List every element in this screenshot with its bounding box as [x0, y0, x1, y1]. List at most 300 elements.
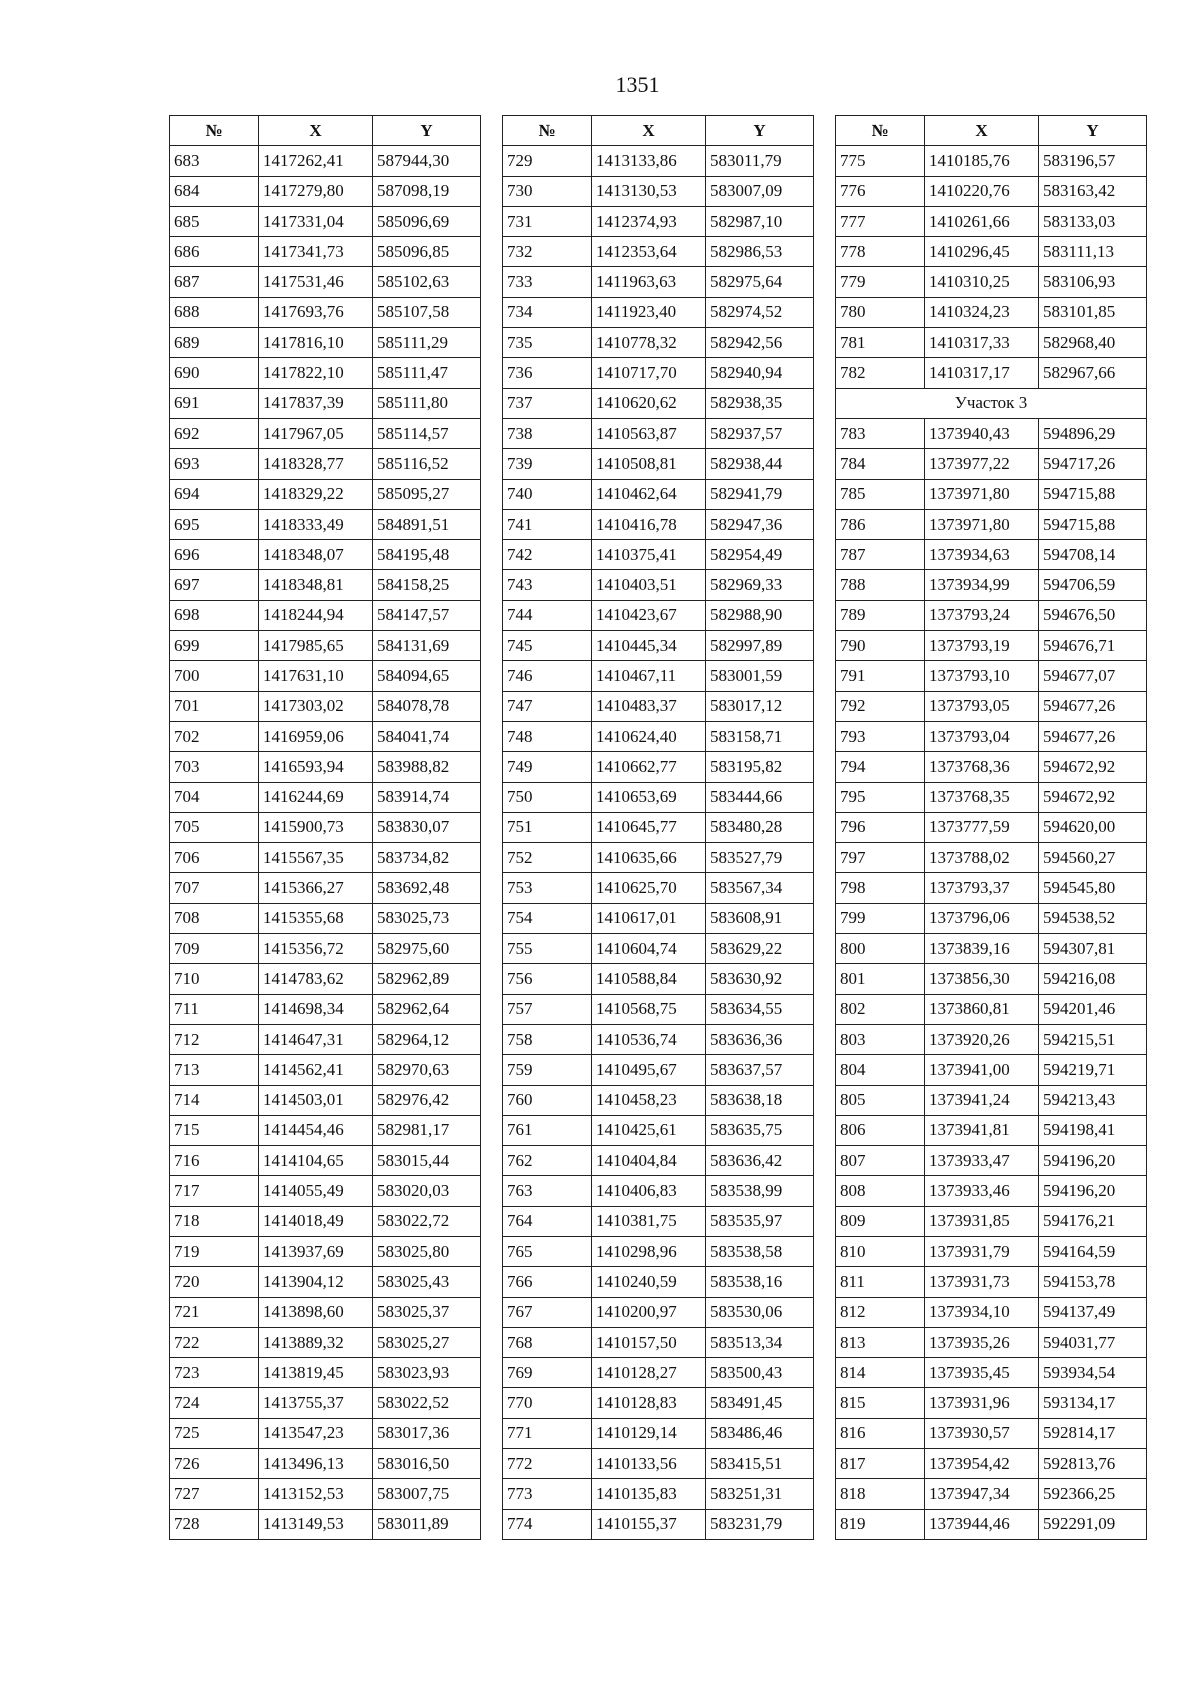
point-number: 785: [836, 479, 925, 509]
x-coordinate: 1373933,47: [925, 1146, 1039, 1176]
point-number: 773: [503, 1479, 592, 1509]
y-coordinate: 582938,35: [706, 388, 814, 418]
table-row: [503, 358, 814, 388]
x-coordinate: 1373941,24: [925, 1085, 1039, 1115]
point-number: 705: [170, 812, 259, 842]
table-row: [503, 661, 814, 691]
y-coordinate: 585116,52: [373, 449, 481, 479]
point-number: 691: [170, 388, 259, 418]
y-coordinate: 594620,00: [1039, 812, 1147, 842]
table-row: [503, 1297, 814, 1327]
table-row: [170, 1085, 481, 1115]
table-row: [836, 661, 1147, 691]
table-row: [836, 479, 1147, 509]
point-number: 742: [503, 540, 592, 570]
x-coordinate: 1410317,17: [925, 358, 1039, 388]
y-coordinate: 585096,85: [373, 237, 481, 267]
table-row: [836, 267, 1147, 297]
y-coordinate: 594896,29: [1039, 418, 1147, 448]
point-number: 724: [170, 1388, 259, 1418]
table-row: [836, 540, 1147, 570]
x-coordinate: 1410406,83: [592, 1176, 706, 1206]
table-row: [503, 843, 814, 873]
x-coordinate: 1410135,83: [592, 1479, 706, 1509]
x-coordinate: 1373935,26: [925, 1327, 1039, 1357]
y-coordinate: 582942,56: [706, 328, 814, 358]
y-coordinate: 582969,33: [706, 570, 814, 600]
point-number: 698: [170, 600, 259, 630]
header-y: Y: [706, 116, 814, 146]
y-coordinate: 583025,80: [373, 1236, 481, 1266]
x-coordinate: 1417631,10: [259, 661, 373, 691]
y-coordinate: 585111,80: [373, 388, 481, 418]
x-coordinate: 1413898,60: [259, 1297, 373, 1327]
x-coordinate: 1373941,81: [925, 1115, 1039, 1145]
y-coordinate: 583007,09: [706, 176, 814, 206]
table-row: [836, 721, 1147, 751]
point-number: 715: [170, 1115, 259, 1145]
y-coordinate: 583535,97: [706, 1206, 814, 1236]
x-coordinate: 1410508,81: [592, 449, 706, 479]
point-number: 683: [170, 146, 259, 176]
point-number: 757: [503, 994, 592, 1024]
point-number: 744: [503, 600, 592, 630]
table-row: [836, 1085, 1147, 1115]
x-coordinate: 1410317,33: [925, 328, 1039, 358]
point-number: 725: [170, 1418, 259, 1448]
point-number: 763: [503, 1176, 592, 1206]
x-coordinate: 1410404,84: [592, 1146, 706, 1176]
x-coordinate: 1373931,73: [925, 1267, 1039, 1297]
table-row: [170, 176, 481, 206]
table-row: [170, 1297, 481, 1327]
y-coordinate: 594677,26: [1039, 721, 1147, 751]
x-coordinate: 1418328,77: [259, 449, 373, 479]
y-coordinate: 582941,79: [706, 479, 814, 509]
y-coordinate: 594715,88: [1039, 509, 1147, 539]
point-number: 704: [170, 782, 259, 812]
point-number: 693: [170, 449, 259, 479]
x-coordinate: 1414698,34: [259, 994, 373, 1024]
table-row: [170, 1327, 481, 1357]
y-coordinate: 594215,51: [1039, 1024, 1147, 1054]
x-coordinate: 1373768,36: [925, 752, 1039, 782]
table-row: [170, 631, 481, 661]
point-number: 774: [503, 1509, 592, 1539]
table-row: [836, 1509, 1147, 1539]
point-number: 721: [170, 1297, 259, 1327]
x-coordinate: 1373856,30: [925, 964, 1039, 994]
table-row: [503, 964, 814, 994]
x-coordinate: 1415355,68: [259, 903, 373, 933]
table-row: [503, 1176, 814, 1206]
y-coordinate: 585111,47: [373, 358, 481, 388]
point-number: 753: [503, 873, 592, 903]
x-coordinate: 1417816,10: [259, 328, 373, 358]
y-coordinate: 582976,42: [373, 1085, 481, 1115]
table-row: [836, 782, 1147, 812]
point-number: 700: [170, 661, 259, 691]
point-number: 697: [170, 570, 259, 600]
point-number: 692: [170, 418, 259, 448]
x-coordinate: 1410296,45: [925, 237, 1039, 267]
x-coordinate: 1414503,01: [259, 1085, 373, 1115]
table-row: [170, 1146, 481, 1176]
table-row: [836, 449, 1147, 479]
table-row: [170, 1418, 481, 1448]
x-coordinate: 1373933,46: [925, 1176, 1039, 1206]
table-row: [836, 1358, 1147, 1388]
table-row: [170, 418, 481, 448]
point-number: 815: [836, 1388, 925, 1418]
y-coordinate: 583158,71: [706, 721, 814, 751]
y-coordinate: 583444,66: [706, 782, 814, 812]
y-coordinate: 583480,28: [706, 812, 814, 842]
table-row: [170, 479, 481, 509]
y-coordinate: 582970,63: [373, 1055, 481, 1085]
table-row: [503, 903, 814, 933]
y-coordinate: 583638,18: [706, 1085, 814, 1115]
y-coordinate: 582964,12: [373, 1024, 481, 1054]
point-number: 783: [836, 418, 925, 448]
point-number: 756: [503, 964, 592, 994]
point-number: 726: [170, 1449, 259, 1479]
y-coordinate: 594216,08: [1039, 964, 1147, 994]
point-number: 762: [503, 1146, 592, 1176]
x-coordinate: 1410445,34: [592, 631, 706, 661]
y-coordinate: 584158,25: [373, 570, 481, 600]
point-number: 810: [836, 1236, 925, 1266]
point-number: 805: [836, 1085, 925, 1115]
x-coordinate: 1416244,69: [259, 782, 373, 812]
y-coordinate: 583635,75: [706, 1115, 814, 1145]
table-row: [170, 752, 481, 782]
header-number: №: [170, 116, 259, 146]
y-coordinate: 583629,22: [706, 934, 814, 964]
x-coordinate: 1373793,05: [925, 691, 1039, 721]
y-coordinate: 585111,29: [373, 328, 481, 358]
y-coordinate: 583231,79: [706, 1509, 814, 1539]
x-coordinate: 1410240,59: [592, 1267, 706, 1297]
x-coordinate: 1417822,10: [259, 358, 373, 388]
table-row: [503, 237, 814, 267]
point-number: 750: [503, 782, 592, 812]
point-number: 718: [170, 1206, 259, 1236]
x-coordinate: 1373934,99: [925, 570, 1039, 600]
y-coordinate: 583196,57: [1039, 146, 1147, 176]
point-number: 811: [836, 1267, 925, 1297]
table-row: [170, 328, 481, 358]
header-x: X: [592, 116, 706, 146]
y-coordinate: 587944,30: [373, 146, 481, 176]
x-coordinate: 1416959,06: [259, 721, 373, 751]
point-number: 690: [170, 358, 259, 388]
point-number: 772: [503, 1449, 592, 1479]
table-row: [170, 994, 481, 1024]
y-coordinate: 583022,52: [373, 1388, 481, 1418]
x-coordinate: 1410778,32: [592, 328, 706, 358]
y-coordinate: 583017,12: [706, 691, 814, 721]
point-number: 736: [503, 358, 592, 388]
point-number: 806: [836, 1115, 925, 1145]
y-coordinate: 582967,66: [1039, 358, 1147, 388]
y-coordinate: 583101,85: [1039, 297, 1147, 327]
section-label: Участок 3: [836, 388, 1147, 418]
y-coordinate: 583634,55: [706, 994, 814, 1024]
point-number: 760: [503, 1085, 592, 1115]
header-x: X: [259, 116, 373, 146]
table-row: [170, 267, 481, 297]
table-row: [503, 570, 814, 600]
table-row: [170, 691, 481, 721]
point-number: 740: [503, 479, 592, 509]
point-number: 729: [503, 146, 592, 176]
y-coordinate: 583513,34: [706, 1327, 814, 1357]
table-row: [170, 1449, 481, 1479]
table-row: [170, 782, 481, 812]
table-row: [503, 994, 814, 1024]
x-coordinate: 1417837,39: [259, 388, 373, 418]
y-coordinate: 582997,89: [706, 631, 814, 661]
x-coordinate: 1410563,87: [592, 418, 706, 448]
y-coordinate: 583025,27: [373, 1327, 481, 1357]
x-coordinate: 1413889,32: [259, 1327, 373, 1357]
y-coordinate: 583636,36: [706, 1024, 814, 1054]
y-coordinate: 582974,52: [706, 297, 814, 327]
x-coordinate: 1413904,12: [259, 1267, 373, 1297]
y-coordinate: 594676,71: [1039, 631, 1147, 661]
table-row: [170, 1206, 481, 1236]
y-coordinate: 583914,74: [373, 782, 481, 812]
x-coordinate: 1410462,64: [592, 479, 706, 509]
x-coordinate: 1410157,50: [592, 1327, 706, 1357]
x-coordinate: 1418348,07: [259, 540, 373, 570]
table-row: [170, 509, 481, 539]
y-coordinate: 582975,64: [706, 267, 814, 297]
y-coordinate: 594196,20: [1039, 1176, 1147, 1206]
point-number: 789: [836, 600, 925, 630]
point-number: 738: [503, 418, 592, 448]
y-coordinate: 594545,80: [1039, 873, 1147, 903]
point-number: 716: [170, 1146, 259, 1176]
x-coordinate: 1410617,01: [592, 903, 706, 933]
table-row: [836, 752, 1147, 782]
table-row: [836, 1146, 1147, 1176]
point-number: 732: [503, 237, 592, 267]
header-number: №: [836, 116, 925, 146]
x-coordinate: 1414055,49: [259, 1176, 373, 1206]
table-row: [170, 1388, 481, 1418]
table-row: [170, 1509, 481, 1539]
point-number: 745: [503, 631, 592, 661]
coordinate-table-3: [835, 115, 1147, 1540]
table-row: [836, 1024, 1147, 1054]
x-coordinate: 1414783,62: [259, 964, 373, 994]
y-coordinate: 594213,43: [1039, 1085, 1147, 1115]
y-coordinate: 583106,93: [1039, 267, 1147, 297]
table-row: [836, 1267, 1147, 1297]
x-coordinate: 1410624,40: [592, 721, 706, 751]
point-number: 713: [170, 1055, 259, 1085]
y-coordinate: 582938,44: [706, 449, 814, 479]
point-number: 786: [836, 509, 925, 539]
point-number: 809: [836, 1206, 925, 1236]
point-number: 747: [503, 691, 592, 721]
table-row: [170, 1267, 481, 1297]
table-row: [503, 1479, 814, 1509]
x-coordinate: 1410423,67: [592, 600, 706, 630]
table-row: [836, 328, 1147, 358]
x-coordinate: 1413130,53: [592, 176, 706, 206]
point-number: 768: [503, 1327, 592, 1357]
section-row: [836, 388, 1147, 418]
y-coordinate: 583251,31: [706, 1479, 814, 1509]
y-coordinate: 583163,42: [1039, 176, 1147, 206]
table-row: [836, 1055, 1147, 1085]
table-row: [503, 873, 814, 903]
point-number: 722: [170, 1327, 259, 1357]
point-number: 727: [170, 1479, 259, 1509]
y-coordinate: 583567,34: [706, 873, 814, 903]
x-coordinate: 1410635,66: [592, 843, 706, 873]
point-number: 755: [503, 934, 592, 964]
x-coordinate: 1410604,74: [592, 934, 706, 964]
y-coordinate: 583630,92: [706, 964, 814, 994]
y-coordinate: 592813,76: [1039, 1449, 1147, 1479]
y-coordinate: 583637,57: [706, 1055, 814, 1085]
y-coordinate: 594677,26: [1039, 691, 1147, 721]
table-row: [503, 1236, 814, 1266]
coordinate-table-1: [169, 115, 481, 1540]
table-row: [503, 1509, 814, 1539]
y-coordinate: 582962,64: [373, 994, 481, 1024]
point-number: 765: [503, 1236, 592, 1266]
y-coordinate: 592291,09: [1039, 1509, 1147, 1539]
table-row: [170, 1055, 481, 1085]
x-coordinate: 1410129,14: [592, 1418, 706, 1448]
x-coordinate: 1413937,69: [259, 1236, 373, 1266]
x-coordinate: 1373860,81: [925, 994, 1039, 1024]
table-row: [836, 903, 1147, 933]
table-row: [503, 1146, 814, 1176]
table-row: [836, 1449, 1147, 1479]
y-coordinate: 584094,65: [373, 661, 481, 691]
table-row: [170, 449, 481, 479]
x-coordinate: 1373940,43: [925, 418, 1039, 448]
point-number: 794: [836, 752, 925, 782]
table-row: [836, 600, 1147, 630]
table-row: [836, 1297, 1147, 1327]
point-number: 711: [170, 994, 259, 1024]
x-coordinate: 1415366,27: [259, 873, 373, 903]
y-coordinate: 582988,90: [706, 600, 814, 630]
point-number: 686: [170, 237, 259, 267]
y-coordinate: 592366,25: [1039, 1479, 1147, 1509]
table-row: [503, 328, 814, 358]
table-row: [836, 509, 1147, 539]
y-coordinate: 582947,36: [706, 509, 814, 539]
point-number: 813: [836, 1327, 925, 1357]
x-coordinate: 1410568,75: [592, 994, 706, 1024]
y-coordinate: 594307,81: [1039, 934, 1147, 964]
point-number: 717: [170, 1176, 259, 1206]
table-row: [503, 449, 814, 479]
point-number: 728: [170, 1509, 259, 1539]
table-row: [503, 146, 814, 176]
y-coordinate: 582981,17: [373, 1115, 481, 1145]
y-coordinate: 583020,03: [373, 1176, 481, 1206]
x-coordinate: 1373930,57: [925, 1418, 1039, 1448]
x-coordinate: 1415567,35: [259, 843, 373, 873]
x-coordinate: 1373934,10: [925, 1297, 1039, 1327]
x-coordinate: 1418333,49: [259, 509, 373, 539]
point-number: 807: [836, 1146, 925, 1176]
y-coordinate: 594717,26: [1039, 449, 1147, 479]
point-number: 782: [836, 358, 925, 388]
y-coordinate: 583734,82: [373, 843, 481, 873]
x-coordinate: 1410261,66: [925, 206, 1039, 236]
point-number: 714: [170, 1085, 259, 1115]
x-coordinate: 1373944,46: [925, 1509, 1039, 1539]
x-coordinate: 1417331,04: [259, 206, 373, 236]
point-number: 798: [836, 873, 925, 903]
y-coordinate: 583415,51: [706, 1449, 814, 1479]
table-row: [170, 964, 481, 994]
point-number: 758: [503, 1024, 592, 1054]
table-row: [836, 176, 1147, 206]
y-coordinate: 584078,78: [373, 691, 481, 721]
point-number: 766: [503, 1267, 592, 1297]
point-number: 685: [170, 206, 259, 236]
point-number: 695: [170, 509, 259, 539]
table-row: [836, 1388, 1147, 1418]
y-coordinate: 584891,51: [373, 509, 481, 539]
point-number: 777: [836, 206, 925, 236]
y-coordinate: 583016,50: [373, 1449, 481, 1479]
point-number: 707: [170, 873, 259, 903]
x-coordinate: 1417985,65: [259, 631, 373, 661]
y-coordinate: 585114,57: [373, 418, 481, 448]
table-row: [503, 782, 814, 812]
point-number: 791: [836, 661, 925, 691]
y-coordinate: 594176,21: [1039, 1206, 1147, 1236]
point-number: 770: [503, 1388, 592, 1418]
y-coordinate: 593134,17: [1039, 1388, 1147, 1418]
x-coordinate: 1373934,63: [925, 540, 1039, 570]
x-coordinate: 1373793,04: [925, 721, 1039, 751]
point-number: 816: [836, 1418, 925, 1448]
table-row: [503, 1449, 814, 1479]
header-number: №: [503, 116, 592, 146]
point-number: 814: [836, 1358, 925, 1388]
x-coordinate: 1414454,46: [259, 1115, 373, 1145]
y-coordinate: 594031,77: [1039, 1327, 1147, 1357]
y-coordinate: 582986,53: [706, 237, 814, 267]
point-number: 735: [503, 328, 592, 358]
point-number: 803: [836, 1024, 925, 1054]
y-coordinate: 594219,71: [1039, 1055, 1147, 1085]
point-number: 812: [836, 1297, 925, 1327]
table-row: [503, 812, 814, 842]
y-coordinate: 587098,19: [373, 176, 481, 206]
y-coordinate: 583988,82: [373, 752, 481, 782]
point-number: 749: [503, 752, 592, 782]
y-coordinate: 585102,63: [373, 267, 481, 297]
y-coordinate: 583111,13: [1039, 237, 1147, 267]
y-coordinate: 584147,57: [373, 600, 481, 630]
x-coordinate: 1373931,79: [925, 1236, 1039, 1266]
header-y: Y: [1039, 116, 1147, 146]
